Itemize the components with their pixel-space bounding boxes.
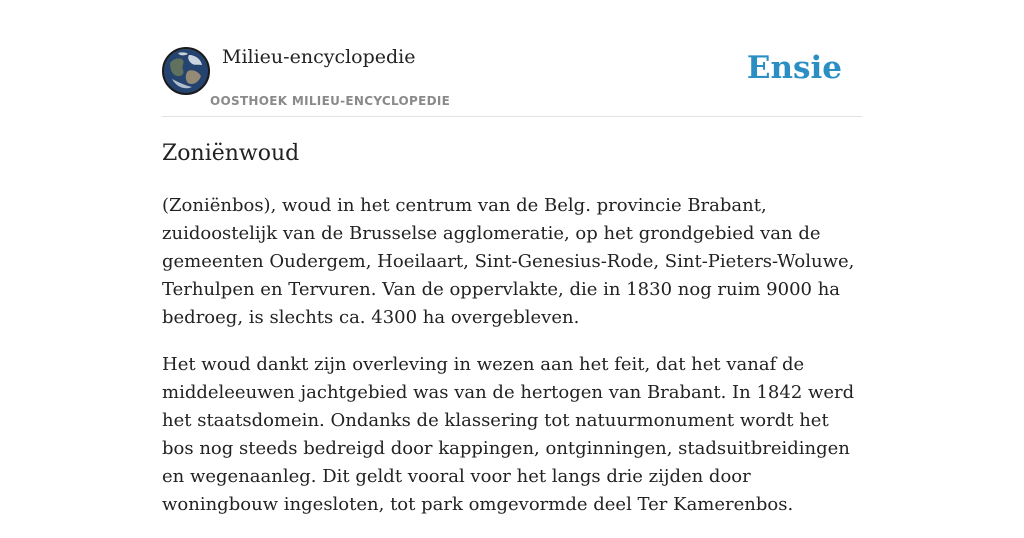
earth-globe-icon[interactable] [162,47,210,95]
page [162,0,862,515]
article-body [162,192,862,538]
article-title: Zoniënwoud [162,141,300,166]
article-paragraph: (Zoniënbos), woud in het centrum van de Belg. provincie Brabant, zuidoostelijk van de Brusselse agglomeratie, op het grondgebied van de gemeenten Oudergem, Hoeilaart, Sint-Genesius-Rode, Sint-Pieters-Woluwe, Terhulpen en Tervuren. Van de oppervlakte, die in 1830 nog ruim 9000 ha bedroeg, is slechts ca. 4300 ha overgebleven. [162,195,855,328]
site-header [162,0,862,117]
ensie-brand-link[interactable]: Ensie [746,50,842,86]
site-subtitle: OOSTHOEK MILIEU-ENCYCLOPEDIE [210,94,451,108]
site-name[interactable]: Milieu-encyclopedie [222,46,416,68]
article-paragraph: Het woud dankt zijn overleving in wezen aan het feit, dat het vanaf de middeleeuwen jachtgebied was van de hertogen van Brabant. In 1842 werd het staatsdomein. Ondanks de klassering tot natuurmonument wordt het bos nog steeds bedreigd door kappingen, ontginningen, stadsuitbreidingen en wegenaanleg. Dit geldt vooral voor het langs drie zijden door woningbouw ingesloten, tot park omgevormde deel Ter Kamerenbos. [162,354,855,515]
